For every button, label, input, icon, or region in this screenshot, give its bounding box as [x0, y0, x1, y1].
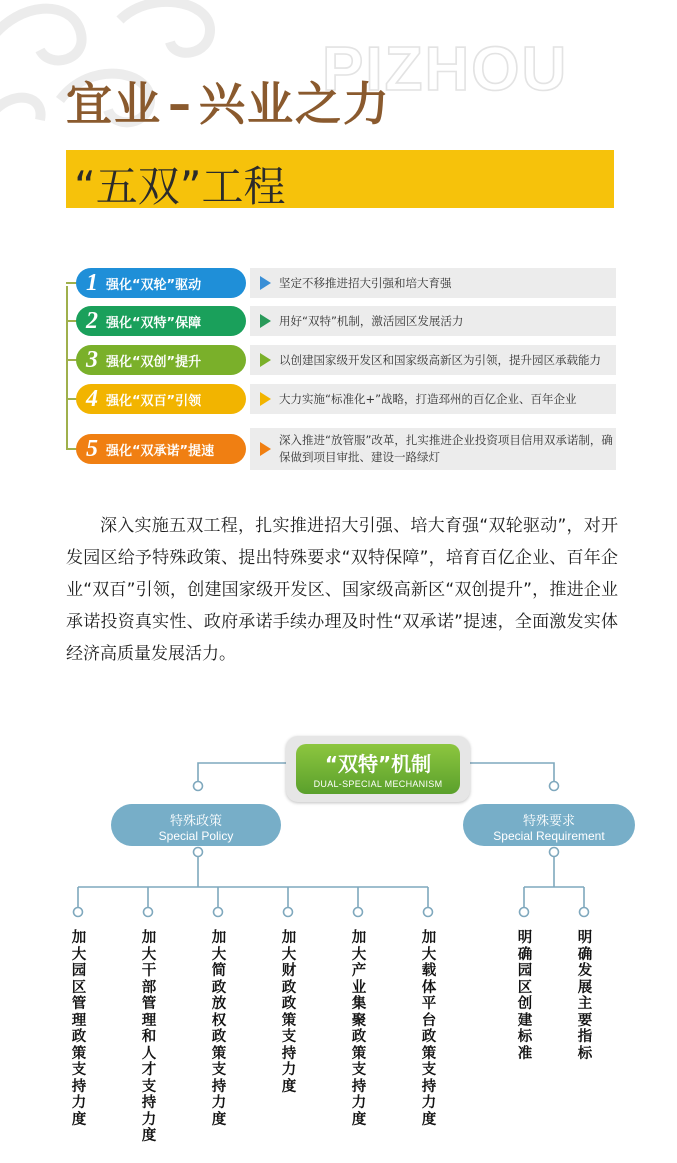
leaf-requirement-1: 明确园区创建标准	[517, 930, 533, 1062]
item-number: 2	[86, 307, 98, 334]
item-number: 4	[86, 385, 98, 412]
leaf-policy-4: 加大财政政策支持力度	[281, 930, 297, 1095]
leaf-policy-3: 加大简政放权政策支持力度	[211, 930, 227, 1128]
requirement-node-subtitle: Special Requirement	[493, 829, 605, 843]
leaf-requirement-2: 明确发展主要指标	[577, 930, 593, 1062]
item-description-text: 以创建国家级开发区和国家级高新区为引领，提升园区承载能力	[279, 352, 601, 367]
title-part2: 兴业之力	[199, 77, 391, 131]
leaf-policy-1: 加大园区管理政策支持力度	[71, 930, 87, 1128]
mechanism-center-node	[286, 736, 470, 802]
paragraph-text: 深入实施五双工程，扎实推进招大引强、培大育强“双轮驱动”，对开发园区给予特殊政策、提出特殊要求“双特保障”，培育百亿企业、百年企业“双百”引领，创建国家级开发区、国家级高新区“双创提升”，推进企业承诺投资真实性、政府承诺手续办理及时性“双承诺”提速，全面激发实体经济高质量发展活力。	[66, 516, 618, 664]
item-label: 强化“双特”保障	[106, 315, 202, 331]
special-requirement-node	[463, 804, 635, 846]
leaf-policy-6: 加大载体平台政策支持力度	[421, 930, 437, 1128]
leaf-policy-5: 加大产业集聚政策支持力度	[351, 930, 367, 1128]
title-part1: 宜业	[66, 77, 162, 131]
policy-node-subtitle: Special Policy	[158, 829, 234, 843]
item-description-text: 用好“双特”机制，激活园区发展活力	[279, 313, 464, 328]
policy-node-title: 特殊政策	[169, 814, 222, 829]
item-number: 1	[86, 269, 98, 296]
item-label: 强化“双轮”驱动	[106, 277, 202, 293]
requirement-node-title: 特殊要求	[522, 814, 575, 829]
center-node-title: “双特”机制	[324, 752, 432, 776]
item-label: 强化“双百”引领	[106, 393, 202, 409]
special-policy-node	[111, 804, 281, 846]
item-number: 3	[86, 346, 98, 373]
title-dash: –	[168, 77, 193, 131]
item-description-text: 坚定不移推进招大引强和培大育强	[279, 275, 452, 290]
banner-text: “五双”工程	[74, 162, 286, 211]
item-label: 强化“双承诺”提速	[106, 443, 215, 459]
watermark-text: PIZHOU	[322, 35, 569, 104]
center-node-subtitle: DUAL-SPECIAL MECHANISM	[313, 779, 443, 789]
item-label: 强化“双创”提升	[106, 354, 202, 370]
item-description-text: 深入推进“放管服”改革，扎实推进企业投资项目信用双承诺制，确保做到项目审批、建设一路绿灯	[279, 433, 613, 464]
item-description-text: 大力实施“标准化+”战略，打造邳州的百亿企业、百年企业	[279, 391, 577, 406]
item-number: 5	[86, 435, 98, 462]
leaf-policy-2: 加大干部管理和人才支持力度	[141, 930, 157, 1144]
